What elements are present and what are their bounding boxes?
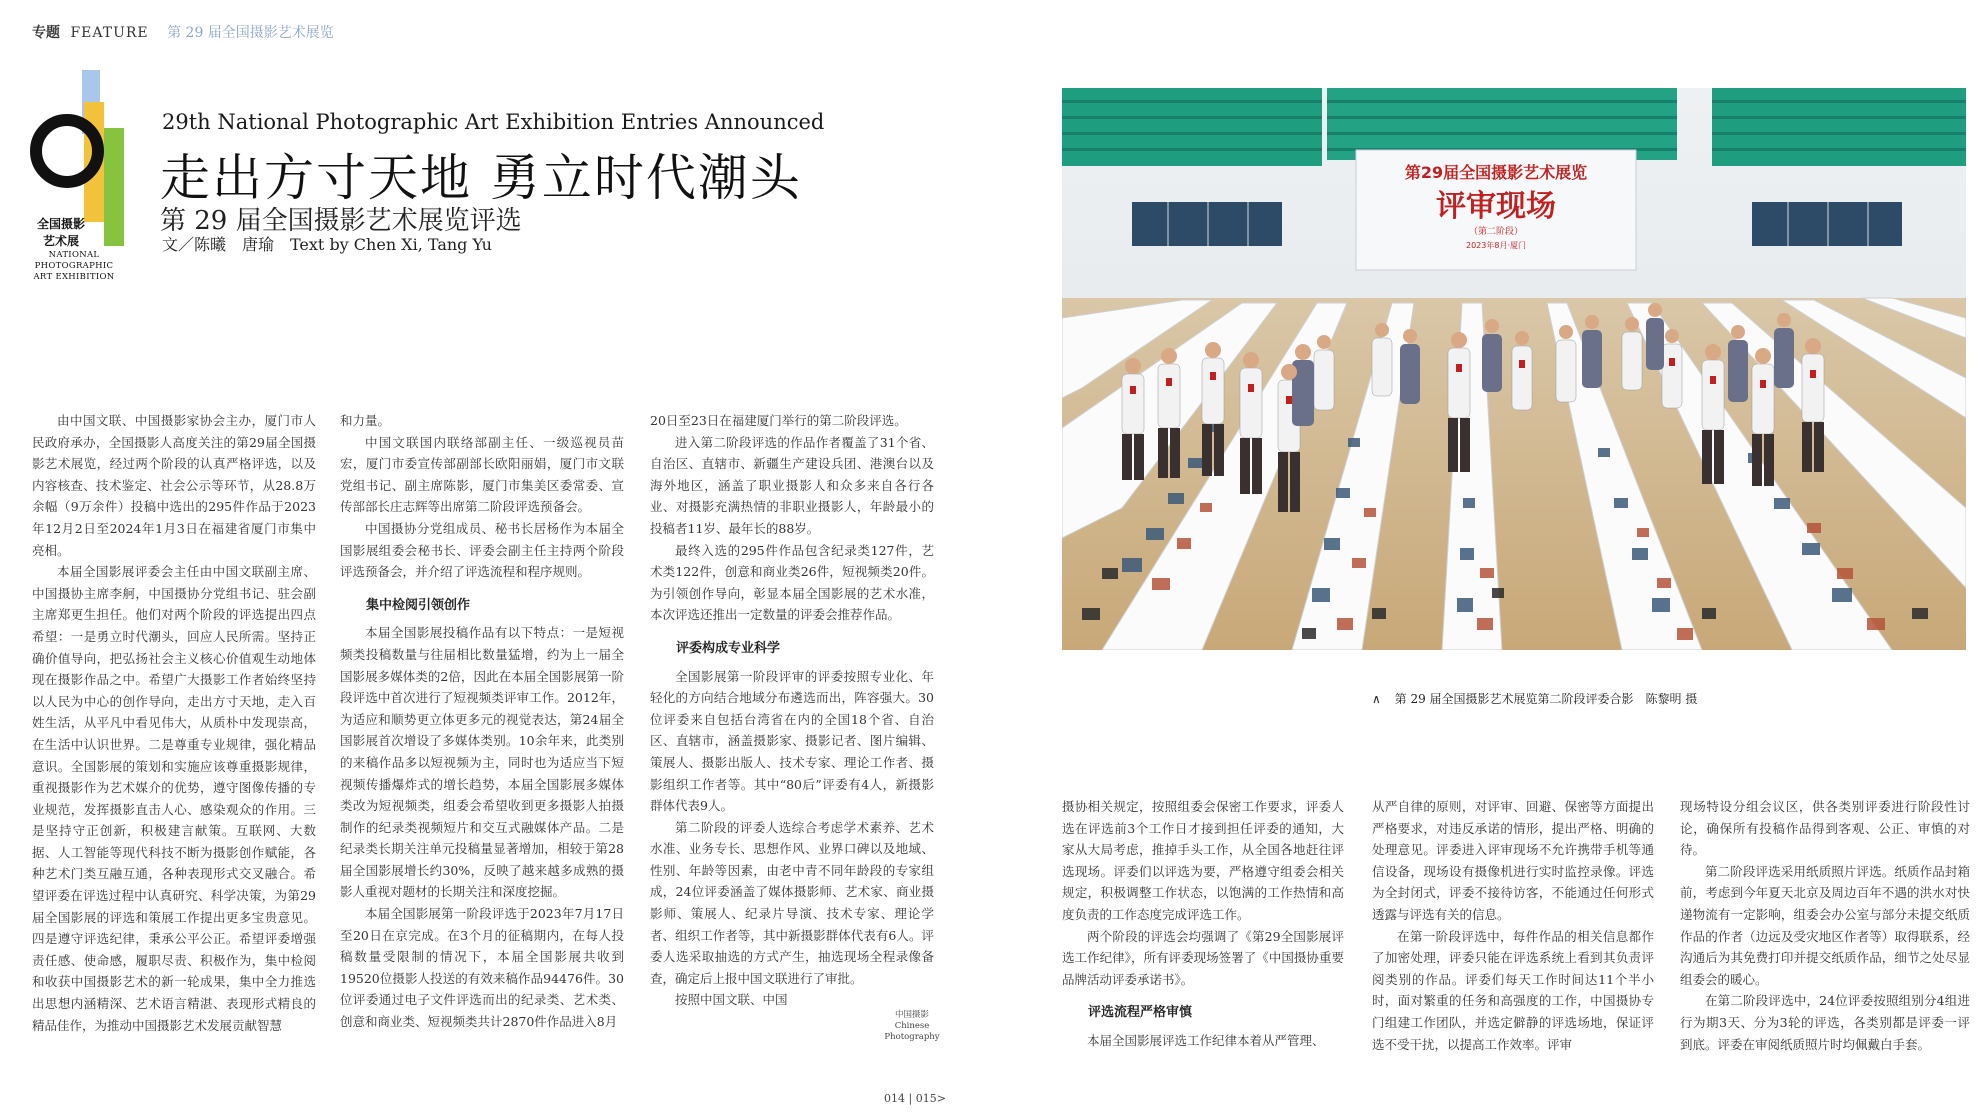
photo-caption <box>1372 690 1697 707</box>
text-column-2 <box>340 410 624 1033</box>
running-header <box>32 22 334 42</box>
logo-en-line1: NATIONAL <box>48 250 100 260</box>
banner-line2: 评审现场 <box>1436 189 1556 224</box>
paragraph: 由中国文联、中国摄影家协会主办，厦门市人民政府承办，全国摄影人高度关注的第29届全国摄影艺术展览，经过两个阶段的认真严格评选，以及内容核查、技术鉴定、社会公示等环节，从28.8万余幅（9万余件）投稿中选出的295件作品于2023年12月2日至2024年1月3日在福建省厦门市集中亮相。 <box>32 413 316 558</box>
paragraph: 从严自律的原则，对评审、回避、保密等方面提出严格要求，对违反承诺的情形，提出严格、明确的处理意见。评委进入评审现场不允许携带手机等通信设备，现场设有摄像机进行实时监控录像。评选为全封闭式，评委不接待访客，不能通过任何形式透露与评选有关的信息。 <box>1372 799 1654 922</box>
logo-cn-line1: 全国摄影 <box>36 217 85 231</box>
text-column-3 <box>650 410 934 1011</box>
paragraph: 按照中国文联、中国 <box>675 992 788 1008</box>
text-column-6 <box>1680 796 1970 1055</box>
paragraph: 现场特设分组会议区，供各类别评委进行阶段性讨论，确保所有投稿作品得到客观、公正、审慎的对待。 <box>1680 799 1970 858</box>
paragraph: 摄协相关规定，按照组委会保密工作要求，评委人选在评选前3个工作日才接到担任评委的通知，大家从大局考虑，推掉手头工作，从全国各地赶往评选现场。评委们以评选为要，严格遵守组委会相关规定，积极调整工作状态，以饱满的工作热情和高度负责的工作态度完成评选工作。 <box>1062 799 1344 922</box>
caption-arrow-icon: ∧ <box>1372 692 1381 706</box>
logo-green-bar <box>104 128 124 246</box>
caption-text: 第 29 届全国摄影艺术展览第二阶段评委合影 陈黎明 摄 <box>1394 692 1698 706</box>
banner-line4: 2023年8月·厦门 <box>1466 241 1526 250</box>
paragraph: 本届全国影展评选工作纪律本着从严管理、 <box>1087 1032 1325 1048</box>
logo-ring-icon <box>30 114 104 188</box>
logo-cn-line2: 艺术展 <box>42 234 79 248</box>
page-number: 014 | 015> <box>884 1092 946 1105</box>
paragraph: 20日至23日在福建厦门举行的第二阶段评选。 <box>650 413 907 428</box>
paragraph: 两个阶段的评选会均强调了《第29全国影展评选工作纪律》，所有评委现场签署了《中国摄协重要品牌活动评委承诺书》。 <box>1062 928 1344 987</box>
magazine-logo-cn: 中国摄影 <box>894 1010 929 1020</box>
text-column-5 <box>1372 796 1654 1055</box>
magazine-logo-en1: Chinese <box>894 1021 930 1031</box>
paragraph: 第二阶段评选采用纸质照片评选。纸质作品封箱前，考虑到今年夏天北京及周边百年不遇的洪水对快递物流有一定影响，组委会办公室与部分未提交纸质作品的作者（边远及受灾地区作者等）取得联系，经沟通后为其免费打印并提交纸质作品，细节之处尽显组委会的暖心。 <box>1680 863 1970 987</box>
section-label-en: FEATURE <box>70 25 149 41</box>
paragraph: 最终入选的295件作品包含纪录类127件，艺术类122件，创意和商业类26件，短视频类20件。为引领创作导向，彰显本届全国影展的艺术水准，本次评选还推出一定数量的评委会推荐作品。 <box>650 542 934 623</box>
section-heading: 评委构成专业科学 <box>676 640 781 656</box>
article-title-en: 29th National Photographic Art Exhibition Entries Announced <box>162 110 825 134</box>
paragraph: 第二阶段的评委人选综合考虑学术素养、艺术水准、业务专长、思想作风、业界口碑以及地域、性别、年龄等因素，由老中青不同年龄段的专家组成，24位评委涵盖了媒体摄影师、艺术家、商业摄影师、策展人、纪录片导演、技术专家、理论学者、组织工作者等，其中新摄影群体代表有6人。评委人选采取抽选的方式产生，抽选现场全程录像备查，确定后上报中国文联进行了审批。 <box>650 819 934 986</box>
logo-text-cn <box>30 216 92 250</box>
section-heading: 评选流程严格审慎 <box>1088 1005 1193 1021</box>
text-column-4 <box>1062 796 1344 1052</box>
paragraph: 本届全国影展第一阶段评选于2023年7月17日至20日在京完成。在3个月的征稿期内，在每人投稿数量受限制的情况下，本届全国影展共收到19520位摄影人投送的有效来稿作品94476件。30位评委通过电子文件评选而出的纪录类、艺术类、创意和商业类、短视频类共计2870件作品进入8月 <box>340 906 624 1030</box>
paragraph: 全国影展第一阶段评审的评委按照专业化、年轻化的方向结合地域分布遴选而出，阵容强大。30位评委来自包括台湾省在内的全国18个省、自治区、直辖市，涵盖摄影家、摄影记者、图片编辑、策展人、摄影出版人、技术专家、理论工作者、摄影组织工作者等。其中“80后”评委有4人，新摄影群体代表9人。 <box>650 668 934 814</box>
magazine-logo-en2: Photography <box>884 1032 940 1042</box>
exhibition-logo <box>30 70 130 280</box>
paragraph: 和力量。 <box>340 413 391 428</box>
section-label: 专题 <box>32 25 60 41</box>
paragraph: 中国文联国内联络部副主任、一级巡视员苗宏，厦门市委宣传部副部长欧阳丽娟，厦门市文联党组书记、副主席陈影，厦门市集美区委常委、宣传部部长庄志辉等出席第二阶段评选预备会。 <box>340 434 624 515</box>
banner-line3: （第二阶段） <box>1468 227 1524 237</box>
article-title-cn: 走出方寸天地 勇立时代潮头 <box>160 149 802 207</box>
paragraph: 在第二阶段评选中，24位评委按照组别分4组进行为期3天、分为3轮的评选，各类别都是评委一评到底。评委在审阅纸质照片时均佩戴白手套。 <box>1680 993 1970 1052</box>
logo-en-line2: PHOTOGRAPHIC <box>34 261 114 271</box>
banner-line1: 第29届全国摄影艺术展览 <box>1404 163 1588 182</box>
paragraph: 进入第二阶段评选的作品作者覆盖了31个省、自治区、直辖市、新疆生产建设兵团、港澳台以及海外地区，涵盖了职业摄影人和众多来自各行各业、对摄影充满热情的非职业摄影人，年龄最小的投稿者11岁、最年长的88岁。 <box>650 434 934 536</box>
paragraph: 中国摄协分党组成员、秘书长居杨作为本届全国影展组委会秘书长、评委会副主任主持两个阶段评选预备会，并介绍了评选流程和程序规则。 <box>340 520 624 580</box>
judges-group-photo <box>1062 88 1966 650</box>
byline: 文／陈曦 唐瑜 Text by Chen Xi, Tang Yu <box>162 235 492 254</box>
magazine-logo <box>882 1010 942 1043</box>
paragraph: 本届全国影展投稿作品有以下特点：一是短视频类投稿数量与往届相比数量猛增，约为上一届全国影展多媒体类的2倍，因此在本届全国影展第一阶段评选中首次进行了短视频类评审工作。2012年，为适应和顺势更立体更多元的视觉表达，第24届全国影展首次增设了多媒体类别。10余年来，此类别的来稿作品多以短视频为主，同时也为适应当下短视频传播爆炸式的增长趋势，本届全国影展多媒体类改为短视频类，组委会希望收到更多摄影人拍摄制作的纪录类视频短片和交互式融媒体产品。二是纪录类长期关注单元投稿量显著增加，相较于第28届全国影展增长约30%，反映了越来越多成熟的摄影人重视对题材的长期关注和深度挖掘。 <box>340 625 624 900</box>
logo-en-line3: ART EXHIBITION <box>33 272 115 282</box>
logo-text-en <box>24 250 124 283</box>
text-column-1 <box>32 410 316 1036</box>
paragraph: 本届全国影展评委会主任由中国文联副主席、中国摄协主席李舸，中国摄协分党组书记、驻会副主席郑更生担任。他们对两个阶段的评选提出四点希望：一是勇立时代潮头，回应人民所需。坚持正确价值导向，把弘扬社会主义核心价值观生动地体现在摄影作品之中。希望广大摄影工作者始终坚持以人民为中心的创作导向，走出方寸天地，走入百姓生活，从平凡中看见伟大，从质朴中发现崇高，在生活中认识世界。二是尊重专业规律，强化精品意识。全国影展的策划和实施应该尊重摄影规律，重视摄影作为艺术媒介的优势，遵守图像传播的专业规范，发挥摄影直击人心、感染观众的作用。三是坚持守正创新，积极建言献策。互联网、大数据、人工智能等现代科技不断为摄影创作赋能，各种艺术门类互融互通，各种表现形式交叉融合。希望评委在评选过程中认真研究、科学决策，为第29届全国影展的评选和策展工作提出更多宝贵意见。四是遵守评选纪律，秉承公平公正。希望评委增强责任感、使命感，履职尽责、积极作为，集中检阅和收获中国摄影艺术的新一轮成果，集中全力推选出思想内涵精深、艺术语言精湛、表现形式精良的精品佳作，为推动中国摄影艺术发展贡献智慧 <box>32 564 316 1033</box>
article-subtitle: 第 29 届全国摄影艺术展览评选 <box>160 206 522 236</box>
section-heading: 集中检阅引领创作 <box>366 597 471 613</box>
paragraph: 在第一阶段评选中，每件作品的相关信息都作了加密处理，评委只能在评选系统上看到其负责评阅类别的作品。评委们每天工作时间达11个半小时，面对繁重的任务和高强度的工作，中国摄协专门组建工作团队，并选定僻静的评选场地，保证评选不受干扰，以提高工作效率。评审 <box>1372 928 1654 1052</box>
running-subtitle: 第 29 届全国摄影艺术展览 <box>167 25 334 41</box>
